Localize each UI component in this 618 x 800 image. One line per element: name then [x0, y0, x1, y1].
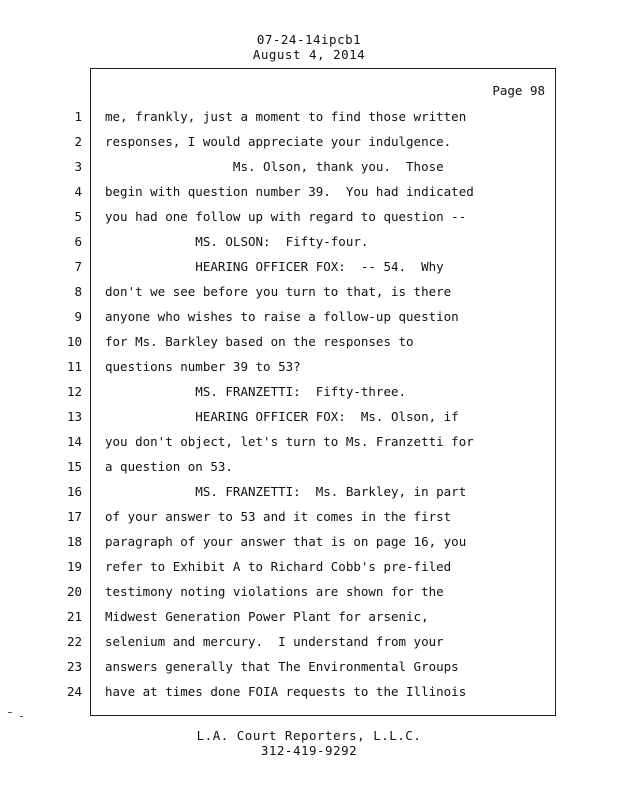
- line-text: MS. FRANZETTI: Ms. Barkley, in part: [105, 484, 467, 499]
- line-text: HEARING OFFICER FOX: -- 54. Why: [105, 259, 444, 274]
- transcript-line: [0, 304, 618, 329]
- transcript-line: [0, 654, 618, 679]
- line-number: 15: [66, 459, 82, 474]
- line-number: 1: [74, 109, 82, 124]
- header-date: August 4, 2014: [252, 47, 366, 62]
- line-number: 9: [74, 309, 82, 324]
- transcript-line: [0, 229, 618, 254]
- transcript-line: [0, 354, 618, 379]
- transcript-line: [0, 129, 618, 154]
- header-file-name: 07-24-14ipcb1: [256, 32, 362, 47]
- line-text: have at times done FOIA requests to the Illinois: [105, 684, 467, 699]
- transcript-line: [0, 329, 618, 354]
- transcript-line: [0, 604, 618, 629]
- line-number: 13: [66, 409, 82, 424]
- line-text: of your answer to 53 and it comes in the first: [105, 509, 452, 524]
- line-text: MS. FRANZETTI: Fifty-three.: [105, 384, 407, 399]
- transcript-line: [0, 504, 618, 529]
- transcript-line: [0, 204, 618, 229]
- transcript-line: [0, 104, 618, 129]
- transcript-line: [0, 679, 618, 704]
- page-number: Page 98: [492, 83, 545, 98]
- line-text: anyone who wishes to raise a follow-up question: [105, 309, 459, 324]
- line-text: HEARING OFFICER FOX: Ms. Olson, if: [105, 409, 459, 424]
- transcript-line: [0, 404, 618, 429]
- scan-speck: [20, 716, 23, 717]
- line-text: you don't object, let's turn to Ms. Franzetti for: [105, 434, 474, 449]
- transcript-line: [0, 154, 618, 179]
- line-text: me, frankly, just a moment to find those written: [105, 109, 467, 124]
- footer-phone: 312-419-9292: [260, 743, 358, 758]
- transcript-line: [0, 379, 618, 404]
- line-number: 7: [74, 259, 82, 274]
- line-number: 5: [74, 209, 82, 224]
- transcript-line: [0, 179, 618, 204]
- line-text: a question on 53.: [105, 459, 233, 474]
- line-text: you had one follow up with regard to question --: [105, 209, 467, 224]
- line-text: MS. OLSON: Fifty-four.: [105, 234, 369, 249]
- line-number: 22: [66, 634, 82, 649]
- line-number: 19: [66, 559, 82, 574]
- line-number: 4: [74, 184, 82, 199]
- transcript-line: [0, 279, 618, 304]
- line-number: 12: [66, 384, 82, 399]
- line-text: answers generally that The Environmental Groups: [105, 659, 459, 674]
- transcript-line: [0, 529, 618, 554]
- transcript-line: [0, 629, 618, 654]
- line-number: 10: [66, 334, 82, 349]
- scan-speck: [8, 712, 12, 713]
- footer-company: L.A. Court Reporters, L.L.C.: [196, 728, 422, 743]
- line-number: 17: [66, 509, 82, 524]
- line-text: Ms. Olson, thank you. Those: [105, 159, 444, 174]
- line-number: 11: [66, 359, 82, 374]
- line-number: 6: [74, 234, 82, 249]
- line-number: 3: [74, 159, 82, 174]
- line-text: selenium and mercury. I understand from your: [105, 634, 444, 649]
- transcript-line: [0, 579, 618, 604]
- line-text: don't we see before you turn to that, is there: [105, 284, 452, 299]
- line-text: begin with question number 39. You had indicated: [105, 184, 474, 199]
- line-number: 18: [66, 534, 82, 549]
- line-number: 8: [74, 284, 82, 299]
- line-text: paragraph of your answer that is on page 16, you: [105, 534, 467, 549]
- line-number: 23: [66, 659, 82, 674]
- transcript-line: [0, 454, 618, 479]
- transcript-line: [0, 479, 618, 504]
- line-number: 20: [66, 584, 82, 599]
- transcript-line: [0, 429, 618, 454]
- line-number: 2: [74, 134, 82, 149]
- line-text: refer to Exhibit A to Richard Cobb's pre-filed: [105, 559, 452, 574]
- line-number: 21: [66, 609, 82, 624]
- line-text: testimony noting violations are shown for the: [105, 584, 444, 599]
- line-number: 24: [66, 684, 82, 699]
- transcript-line: [0, 254, 618, 279]
- line-number: 14: [66, 434, 82, 449]
- transcript-line: [0, 554, 618, 579]
- line-text: questions number 39 to 53?: [105, 359, 301, 374]
- line-text: Midwest Generation Power Plant for arsenic,: [105, 609, 429, 624]
- line-text: responses, I would appreciate your indulgence.: [105, 134, 452, 149]
- line-number: 16: [66, 484, 82, 499]
- line-text: for Ms. Barkley based on the responses to: [105, 334, 414, 349]
